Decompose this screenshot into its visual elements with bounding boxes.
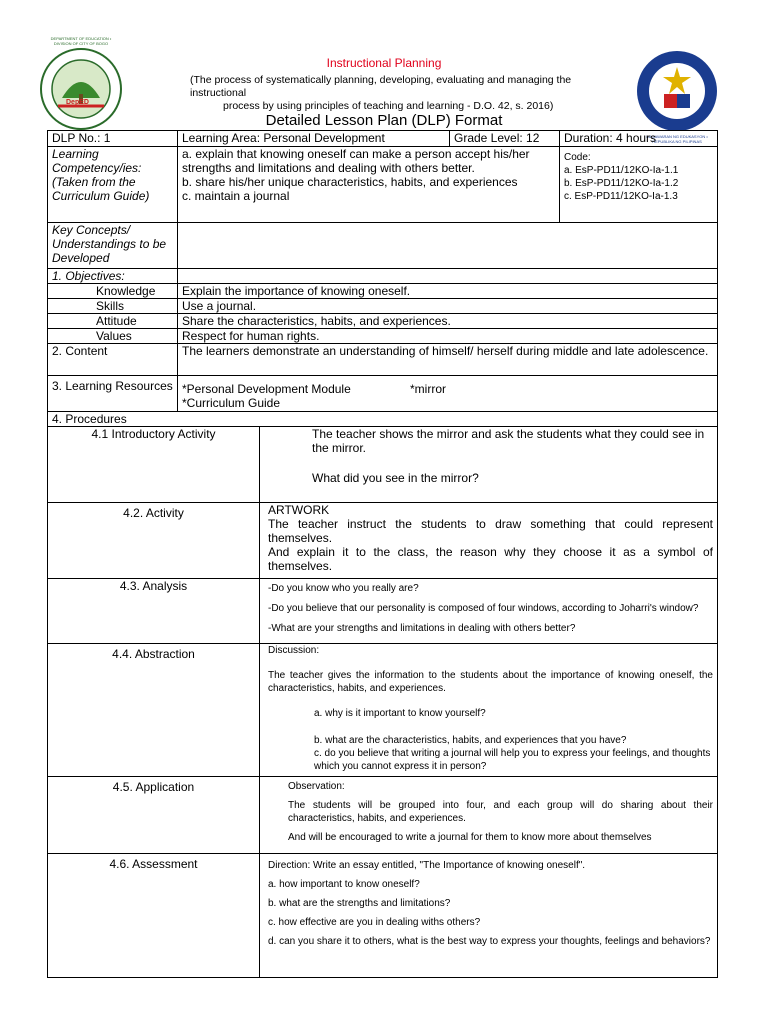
objective-row xyxy=(48,329,718,344)
info-row xyxy=(48,131,718,147)
duration: Duration: 4 hours xyxy=(560,131,718,147)
analysis-question: -Do you believe that our personality is composed of four windows, according to Joharri's window? xyxy=(268,603,699,614)
code-item: a. EsP-PD11/12KO-Ia-1.1 xyxy=(564,165,679,176)
application-paragraph: And will be encouraged to write a journal for them to know more about themselves xyxy=(288,832,652,843)
procedure-row xyxy=(48,644,718,777)
objective-label: Values xyxy=(48,329,178,344)
objective-value: Use a journal. xyxy=(178,299,718,314)
analysis-question: -Do you know who you really are? xyxy=(268,583,419,594)
procedure-label: 4.3. Analysis xyxy=(48,579,260,644)
abstraction-heading: Discussion: xyxy=(268,645,320,656)
key-concepts-label: Key Concepts/ Understandings to be Developed xyxy=(48,223,178,269)
description-line-1: (The process of systematically planning, developing, evaluating and managing the instructional xyxy=(190,74,572,99)
key-concepts-row xyxy=(48,223,718,269)
resources-line-1 xyxy=(182,382,713,396)
code-item: c. EsP-PD11/12KO-Ia-1.3 xyxy=(564,191,678,202)
objective-value: Respect for human rights. xyxy=(178,329,718,344)
intro-line: The teacher shows the mirror and ask the students what they could see in the mirror. xyxy=(312,427,705,455)
assessment-question: d. can you share it to others, what is the best way to express your thoughts, feelings and behaviors? xyxy=(268,936,711,947)
objectives-header-blank xyxy=(178,269,718,284)
objective-label: Skills xyxy=(48,299,178,314)
deped-logo-text: DepED xyxy=(66,99,89,106)
objective-row xyxy=(48,299,718,314)
assessment-content xyxy=(260,854,718,978)
resource-item: *Curriculum Guide xyxy=(182,396,281,410)
analysis-question: -What are your strengths and limitations in dealing with others better? xyxy=(268,623,576,634)
right-logo-ring-text: KAGAWARAN NG EDUKASYON • REPUBLIKA NG PILIPINAS xyxy=(646,134,708,144)
resources-value xyxy=(178,376,718,412)
procedure-label: 4.1 Introductory Activity xyxy=(48,427,260,503)
application-paragraph: The students will be grouped into four, and each group will do sharing about their characteristics, habits, and experiences. xyxy=(288,800,713,824)
procedure-row xyxy=(48,427,718,503)
procedures-label: 4. Procedures xyxy=(48,412,718,427)
content-label: 2. Content xyxy=(48,344,178,376)
dlp-number: DLP No.: 1 xyxy=(48,131,178,147)
procedure-row xyxy=(48,777,718,854)
assessment-question: a. how important to know oneself? xyxy=(268,879,420,890)
instructional-planning-description xyxy=(190,74,590,113)
procedure-row xyxy=(48,503,718,579)
objective-label: Attitude xyxy=(48,314,178,329)
resources-row xyxy=(48,376,718,412)
application-heading: Observation: xyxy=(288,781,345,792)
resource-item: *mirror xyxy=(410,382,446,396)
competency-codes xyxy=(560,147,718,223)
activity-line: The teacher instruct the students to draw something that could represent themselves. xyxy=(268,517,713,545)
procedure-label: 4.5. Application xyxy=(48,777,260,854)
objectives-header-row xyxy=(48,269,718,284)
procedure-row xyxy=(48,854,718,978)
abstraction-question: b. what are the characteristics, habits, and experiences that you have? xyxy=(314,735,627,746)
grade-level: Grade Level: 12 xyxy=(450,131,560,147)
competency-label: Learning Competency/ies: (Taken from the Curriculum Guide) xyxy=(48,147,178,223)
dlp-table xyxy=(47,130,718,978)
description-line-2: process by using principles of teaching and learning - D.O. 42, s. 2016) xyxy=(223,100,554,112)
objectives-label: 1. Objectives: xyxy=(48,269,178,284)
competency-row xyxy=(48,147,718,223)
procedure-label: 4.2. Activity xyxy=(48,503,260,579)
code-item: b. EsP-PD11/12KO-Ia-1.2 xyxy=(564,178,679,189)
abstraction-question: c. do you believe that writing a journal will help you to express your feelings, and thoughts which you cannot express it in person? xyxy=(314,748,711,772)
competency-item: c. maintain a journal xyxy=(182,189,290,203)
abstraction-question: a. why is it important to know yourself? xyxy=(314,708,486,719)
dlp-title: Detailed Lesson Plan (DLP) Format xyxy=(265,112,503,129)
resources-label: 3. Learning Resources xyxy=(48,376,178,412)
abstraction-content xyxy=(260,644,718,777)
objective-value: Explain the importance of knowing oneself. xyxy=(178,284,718,299)
left-logo-ring-text: DEPARTMENT OF EDUCATION • DIVISION OF CITY OF BOGO xyxy=(50,36,112,46)
introductory-activity-content xyxy=(260,427,718,503)
activity-line: And explain it to the class, the reason why they choose it as a symbol of themselves. xyxy=(268,545,713,573)
learning-area: Learning Area: Personal Development xyxy=(178,131,450,147)
procedure-label: 4.4. Abstraction xyxy=(48,644,260,777)
abstraction-paragraph: The teacher gives the information to the students about the importance of knowing oneself, the characteristics, habits, and experiences. xyxy=(268,670,713,694)
competency-item: a. explain that knowing oneself can make a person accept his/her strengths and limitations and dealing with others better. xyxy=(182,147,530,175)
intro-question: What did you see in the mirror? xyxy=(312,471,479,485)
assessment-direction: Direction: Write an essay entitled, "The Importance of knowing oneself". xyxy=(268,860,586,871)
key-concepts-value xyxy=(178,223,718,269)
objective-value: Share the characteristics, habits, and experiences. xyxy=(178,314,718,329)
competency-item: b. share his/her unique characteristics, habits, and experiences xyxy=(182,175,518,189)
objective-row xyxy=(48,314,718,329)
assessment-question: b. what are the strengths and limitations? xyxy=(268,898,451,909)
analysis-content xyxy=(260,579,718,644)
application-content xyxy=(260,777,718,854)
objective-row xyxy=(48,284,718,299)
code-label: Code: xyxy=(564,152,591,163)
content-row xyxy=(48,344,718,376)
content-value: The learners demonstrate an understanding of himself/ herself during middle and late adolescence. xyxy=(178,344,718,376)
activity-content xyxy=(260,503,718,579)
procedure-label: 4.6. Assessment xyxy=(48,854,260,978)
resource-item: *Personal Development Module xyxy=(182,382,351,396)
procedure-row xyxy=(48,579,718,644)
competency-items xyxy=(178,147,560,223)
procedures-header-row xyxy=(48,412,718,427)
objective-label: Knowledge xyxy=(48,284,178,299)
assessment-question: c. how effective are you in dealing withs others? xyxy=(268,917,481,928)
instructional-planning-heading: Instructional Planning xyxy=(326,56,442,70)
activity-heading: ARTWORK xyxy=(268,503,330,517)
